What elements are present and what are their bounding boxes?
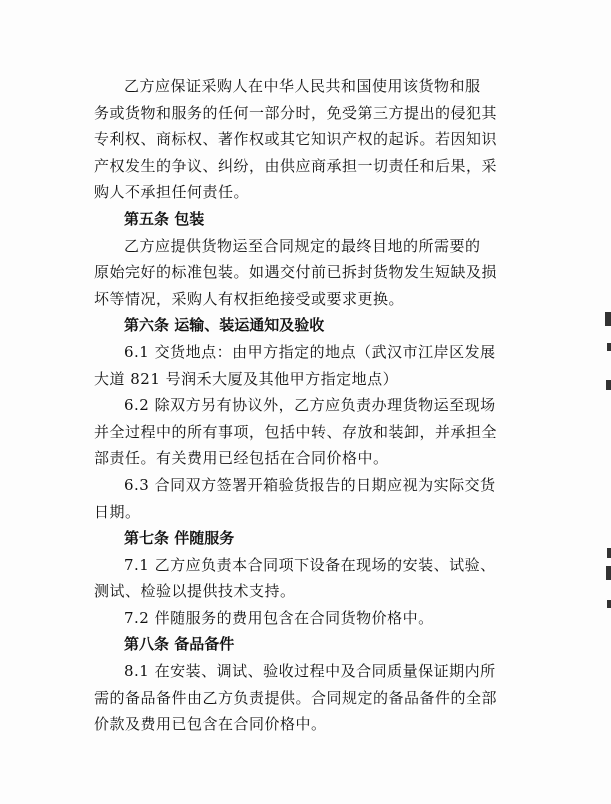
section-heading: 第五条 包装 xyxy=(124,209,205,228)
paragraph xyxy=(94,392,514,472)
text-line: 7.2 伴随服务的费用包含在合同货物价格中。 xyxy=(124,608,434,627)
scan-edge-mark xyxy=(607,548,611,558)
text-line: 日期。 xyxy=(94,502,141,521)
text-line: 购人不承担任何责任。 xyxy=(94,183,250,202)
text-line: 乙方应提供货物运至合同规定的最终目地的所需要的 xyxy=(124,236,481,255)
paragraph xyxy=(94,233,514,313)
text-line: 6.3 合同双方签署开箱验货报告的日期应视为实际交货 xyxy=(124,475,496,494)
paragraph xyxy=(94,73,514,206)
section-heading: 第六条 运输、装运通知及验收 xyxy=(124,316,325,335)
section-heading: 第七条 伴随服务 xyxy=(124,529,235,548)
text-line: 坏等情况，采购人有权拒绝接受或要求更换。 xyxy=(94,289,405,308)
text-line: 7.1 乙方应负责本合同项下设备在现场的安装、试验、 xyxy=(124,555,496,574)
text-line: 大道 821 号润禾大厦及其他甲方指定地点） xyxy=(94,369,399,388)
text-line: 测试、检验以提供技术支持。 xyxy=(94,582,296,601)
text-line: 8.1 在安装、调试、验收过程中及合同质量保证期内所 xyxy=(124,662,496,681)
text-line: 产权发生的争议、纠纷，由供应商承担一切责任和后果，采 xyxy=(94,156,498,175)
paragraph xyxy=(94,472,514,525)
text-line: 6.1 交货地点：由甲方指定的地点（武汉市江岸区发展 xyxy=(124,342,496,361)
paragraph xyxy=(94,658,514,738)
text-line: 专利权、商标权、著作权或其它知识产权的起诉。若因知识 xyxy=(94,130,498,149)
text-line: 价款及费用已包含在合同价格中。 xyxy=(94,715,327,734)
text-line: 原始完好的标准包装。如遇交付前已拆封货物发生短缺及损 xyxy=(94,263,498,282)
scan-edge-mark xyxy=(607,600,611,608)
text-line: 乙方应保证采购人在中华人民共和国使用该货物和服 xyxy=(124,77,481,95)
scan-edge-mark xyxy=(607,343,611,351)
text-line: 6.2 除双方另有协议外，乙方应负责办理货物运至现场 xyxy=(124,396,496,415)
text-line: 部责任。有关费用已经包括在合同价格中。 xyxy=(94,449,389,468)
text-line: 需的备品备件由乙方负责提供。合同规定的备品备件的全部 xyxy=(94,688,498,707)
paragraph xyxy=(94,552,514,605)
text-line: 务或货物和服务的任何一部分时，免受第三方提出的侵犯其 xyxy=(94,103,498,122)
document-body xyxy=(94,73,514,738)
section-heading: 第八条 备品备件 xyxy=(124,635,235,654)
scan-edge-mark xyxy=(606,566,611,580)
scan-edge-mark xyxy=(606,380,611,390)
scan-edge-mark xyxy=(605,312,611,326)
paragraph xyxy=(94,339,514,392)
text-line: 并全过程中的所有事项，包括中转、存放和装卸，并承担全 xyxy=(94,422,498,441)
paragraph xyxy=(94,605,514,632)
